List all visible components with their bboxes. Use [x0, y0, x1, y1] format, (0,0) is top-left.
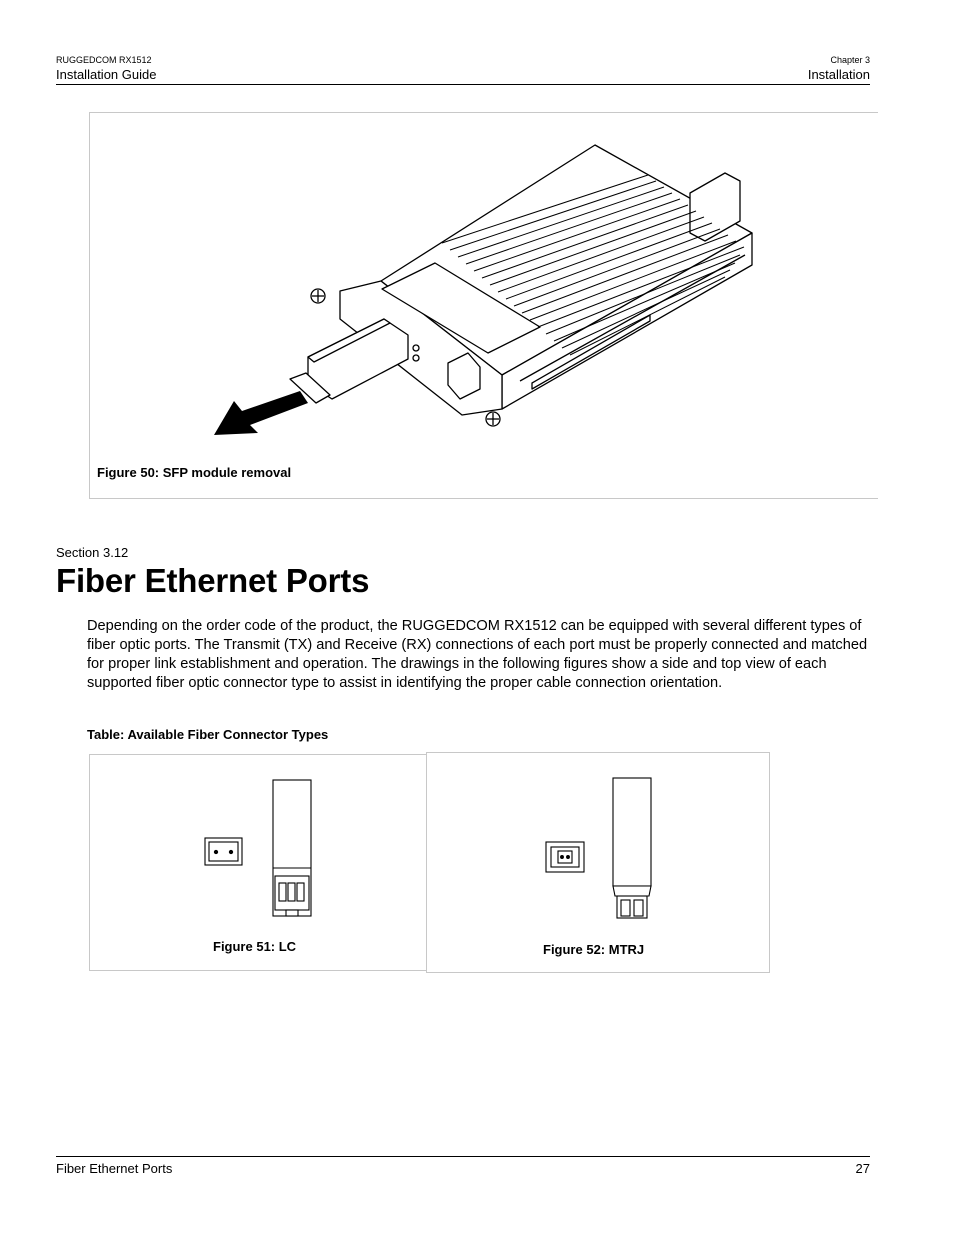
sfp-removal-illustration: [90, 113, 879, 500]
footer-rule: [56, 1156, 870, 1157]
table-cell-mtrj: [426, 752, 770, 973]
pull-direction-arrow: [214, 391, 308, 435]
header-chapter-title: Installation: [807, 67, 870, 82]
header-rule: [56, 84, 870, 85]
lc-caption: Figure 51: LC: [213, 939, 297, 954]
mtrj-caption: Figure 52: MTRJ: [543, 942, 645, 957]
table-cell-lc: [89, 754, 427, 971]
table-title: Table: Available Fiber Connector Types: [87, 727, 329, 742]
header-chapter: Chapter 3: [830, 55, 870, 65]
page-title: Fiber Ethernet Ports: [56, 562, 370, 599]
figure-50-box: [89, 112, 878, 499]
body-paragraph: Depending on the order code of the product, the RUGGEDCOM RX1512 can be equipped with several different types of fiber optic ports. The Transmit (TX) and Receive (RX) connections of each port must be properly connected and matched for proper link establishment and operation. The drawings in the following figures show a side and top view of each supported fiber optic connector type to assist in identifying the proper cable connection orientation.: [87, 618, 868, 691]
section-label: Section 3.12: [56, 545, 129, 560]
footer-section: Fiber Ethernet Ports: [56, 1161, 173, 1176]
page-number: 27: [855, 1161, 870, 1176]
header-guide: Installation Guide: [56, 67, 157, 82]
header-product: RUGGEDCOM RX1512: [56, 55, 152, 65]
mtrj-connector-illustration: [427, 753, 771, 974]
figure-50-caption: Figure 50: SFP module removal: [97, 465, 292, 480]
